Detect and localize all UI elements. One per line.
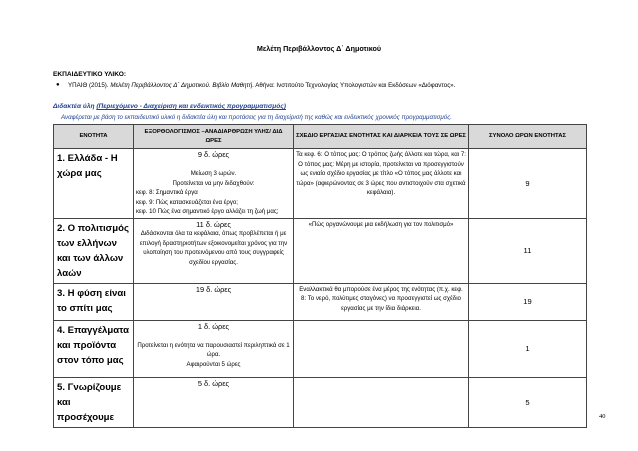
content-cell [134, 218, 294, 283]
content-left-line: κεφ. 9: Πώς κατασκευάζεται ένα έργο; [136, 198, 238, 206]
header-unit: ΕΝΟΤΗΤΑ [54, 125, 134, 149]
material-item-suffix: . Αθήνα: Ινστιτούτο Τεχνολογίας Υπολογιστών και Εκδόσεων «Διόφαντος». [252, 82, 456, 89]
plan-cell [294, 377, 469, 427]
hours-label: 5 δ. ώρες [197, 378, 230, 388]
content-line: Προτείνεται η ενότητα να παρουσιαστεί περιληπτικά σε 1 ώρα. [137, 341, 290, 358]
unit-cell: 1. Ελλάδα - Η χώρα μας [54, 149, 134, 219]
total-hours-cell: 5 [469, 377, 587, 427]
plan-cell: «Πώς οργανώνουμε μια εκδήλωση για τον πολιτισμό» [294, 218, 469, 283]
unit-heading-underlined: (Περιεχόμενο - Διαχείριση και ενδεικτικός προγραμματισμός) [96, 103, 286, 110]
content-line: Αφαιρούνται 5 ώρες [186, 360, 241, 368]
content-line: Μείωση 3 ωρών. [190, 170, 237, 177]
table-row [54, 320, 587, 377]
content-left-line: κεφ. 8: Σημαντικά έργα [136, 189, 198, 196]
content-line [136, 160, 291, 170]
material-item-prefix: ΥΠΑΙΘ (2015). [68, 82, 111, 89]
table-row [54, 283, 587, 320]
hours-label: 11 δ. ώρες [196, 219, 231, 229]
hours-label: 1 δ. ώρες [197, 321, 230, 331]
header-content: ΕΞΟΡΘΟΛΟΓΙΣΜΟΣ –ΑΝΑΔΙΑΡΘΡΩΣΗ ΥΛΗΣ/ ΔΙΔ ΩΡΕΣ [134, 125, 294, 149]
unit-cell: 5. Γνωρίζουμε και προσέχουμε [54, 377, 134, 427]
syllabus-table [53, 124, 587, 428]
unit-cell: 3. Η φύση είναι το σπίτι μας [54, 283, 134, 320]
material-item-title: Μελέτη Περιβάλλοντος Δ΄ Δημοτικού. Βιβλίο Μαθητή [110, 82, 253, 89]
total-hours-cell: 11 [469, 218, 587, 283]
hours-label: 9 δ. ώρες [197, 150, 230, 159]
bullet-icon: ● [56, 82, 60, 88]
hours-label: 19 δ. ώρες [195, 284, 232, 294]
material-heading: ΕΚΠΑΙΔΕΥΤΙΚΟ ΥΛΙΚΟ: [53, 71, 127, 78]
unit-section-heading [53, 103, 286, 110]
content-line [136, 331, 291, 341]
table-row [54, 377, 587, 427]
material-list-item [56, 82, 628, 89]
unit-cell: 4. Επαγγέλματα και προϊόντα στον τόπο μας [54, 320, 134, 377]
header-plan: ΣΧΕΔΙΟ ΕΡΓΑΣΙΑΣ ΕΝΟΤΗΤΑΣ ΚΑΙ ΔΙΑΡΚΕΙΑ ΤΟΥΣ ΣΕ ΩΡΕΣ [294, 125, 469, 149]
content-cell [134, 320, 294, 377]
page-title: Μελέτη Περιβάλλοντος Δ΄ Δημοτικού [256, 44, 382, 53]
unit-section-note: Αναφέρεται με βάση το εκπαιδευτικό υλικό η διδακτέα ύλη και προτάσεις για τη διαχείρισή της καθώς και ενδεικτικός χρονικός προγραμματισμός. [61, 114, 452, 121]
content-left-line: κεφ. 10 Πώς ένα σημαντικό έργο αλλάζει τη ζωή μας; [136, 208, 279, 215]
total-hours-cell: 9 [469, 149, 587, 219]
unit-cell: 2. Ο πολιτισμός των ελλήνων και των άλλων λαών [54, 218, 134, 283]
unit-heading-plain: Διδακτέα ύλη [53, 103, 97, 110]
content-cell [134, 283, 294, 320]
content-line: Προτείνεται να μην διδαχθούν: [172, 179, 255, 187]
table-row [54, 218, 587, 283]
plan-cell [294, 320, 469, 377]
total-hours-cell: 1 [469, 320, 587, 377]
content-cell [134, 377, 294, 427]
plan-cell: Τα κεφ. 6: Ο τόπος μας: Ο τρόπος ζωής άλλοτε και τώρα, και 7: Ο τόπος μας: Μέρη με ιστορία, προτείνεται να προσεγγιστούν ως ενιαίο σχέδιο εργασίας με τίτλο «Ο τόπος μας άλλοτε και τώρα» (αφιερώνοντας σε 3 ώρες που αντιστοιχούν στα σχετικά κεφάλαια). [294, 149, 469, 219]
table-row [54, 149, 587, 219]
content-line: Διδάσκονται όλα τα κεφάλαια, όπως προβλέπεται ή με επιλογή δραστηριοτήτων εξοικονομείται χρόνος για την υλοποίηση του προτεινόμενου από τους συγγραφείς σχεδίου εργασίας. [139, 230, 288, 266]
content-cell [134, 149, 294, 219]
total-hours-cell: 19 [469, 283, 587, 320]
table-header-row [54, 125, 587, 149]
plan-cell: Εναλλακτικά θα μπορούσε ένα μέρος της ενότητας (π.χ. κεφ. 8: Το νερό, πολύτιμες σταγόνες) να προσεγγιστεί ως σχέδιο εργασίας με την ίδια διάρκεια. [294, 283, 469, 320]
header-total: ΣΥΝΟΛΟ ΩΡΩΝ ΕΝΟΤΗΤΑΣ [469, 125, 587, 149]
page-number: 40 [599, 413, 606, 420]
